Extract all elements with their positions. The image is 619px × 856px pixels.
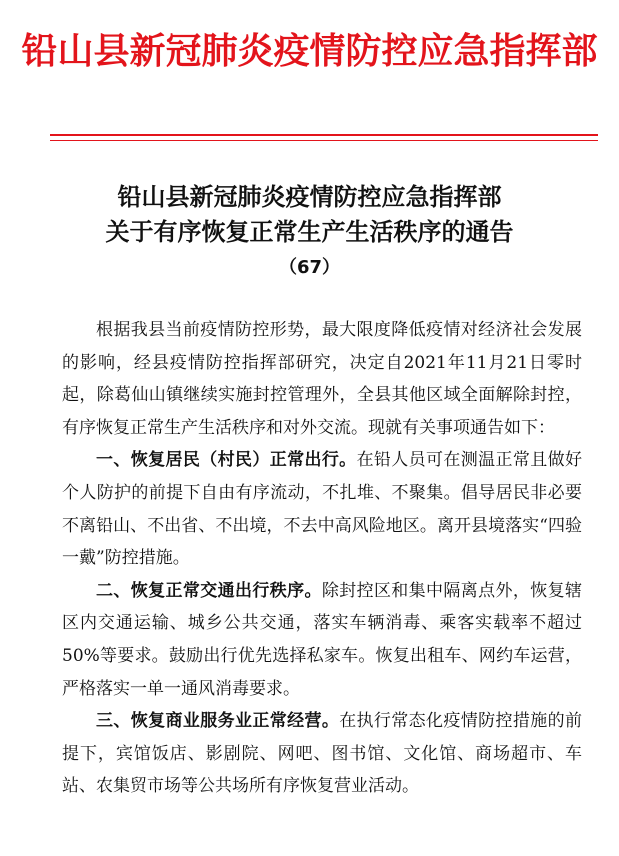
paragraph-text: 在执行常态化疫情防控措施的前提下，宾馆饭店、影剧院、网吧、图书馆、文化馆、商场超市、车站、农集贸市场等公共场所有序恢复营业活动。 <box>62 711 583 797</box>
intro-paragraph <box>62 314 582 444</box>
paragraph-text: 在铅人员可在测温正常且做好个人防护的前提下自由有序流动，不扎堆、不聚集。倡导居民非必要不离铅山、不出省、不出境，不去中高风险地区。离开县境落实“四验一戴”防控措施。 <box>62 450 583 569</box>
paragraph-text: 除封控区和集中隔离点外，恢复辖区内交通运输、城乡公共交通，落实车辆消毒、乘客实载率不超过50%等要求。鼓励出行优先选择私家车。恢复出租车、网约车运营，严格落实一单一通风消毒要求。 <box>62 580 583 699</box>
red-separator-line <box>50 134 598 136</box>
notice-title-line-2: 关于有序恢复正常生产生活秩序的通告 <box>105 218 514 246</box>
paragraph-heading: 三、恢复商业服务业正常经营。 <box>96 711 340 732</box>
notice-title-line-1: 铅山县新冠肺炎疫情防控应急指挥部 <box>117 183 502 211</box>
masthead-title: 铅山县新冠肺炎疫情防控应急指挥部 <box>21 31 598 72</box>
section-resume-traffic <box>62 575 582 705</box>
paragraph-heading: 一、恢复居民（村民）正常出行。 <box>96 450 357 471</box>
document-number: （67） <box>278 257 341 278</box>
section-resume-travel <box>62 444 582 574</box>
paragraph-text: 根据我县当前疫情防控形势，最大限度降低疫情对经济社会发展的影响，经县疫情防控指挥部研究，决定自2021年11月21日零时起，除葛仙山镇继续实施封控管理外，全县其他区域全面解除封控，有序恢复正常生产生活秩序和对外交流。现就有关事项通告如下： <box>62 320 582 438</box>
section-resume-business <box>62 705 582 803</box>
notice-body <box>62 314 582 803</box>
red-separator-line-thin <box>50 140 598 141</box>
paragraph-heading: 二、恢复正常交通出行秩序。 <box>96 580 322 601</box>
